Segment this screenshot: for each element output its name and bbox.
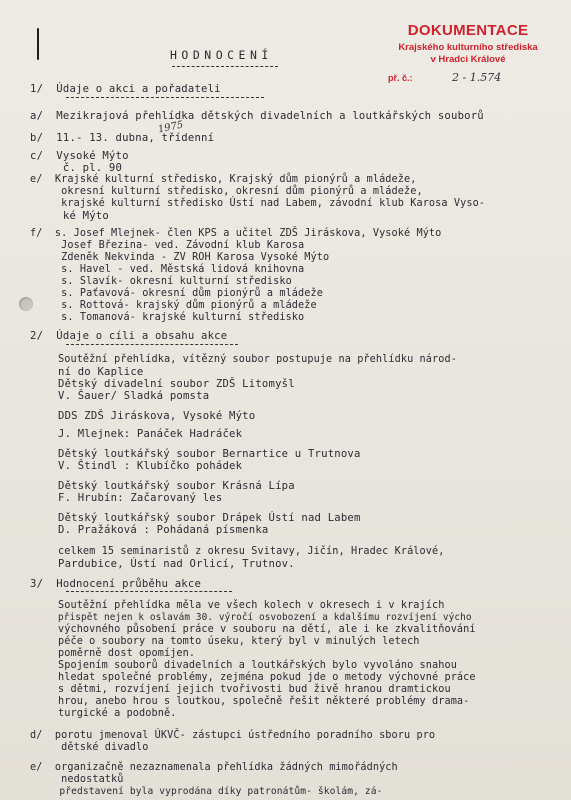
- section-3-line: Soutěžní přehlídka měla ve všech kolech v okresech i v krajích: [58, 600, 445, 611]
- section-3-line: s dětmi, rozvíjení jejich tvořivosti bud živě hranou dramtickou: [58, 684, 451, 695]
- section-1-line: s. Tomanová- krajské kulturní středisko: [30, 312, 305, 323]
- section-2-line: D. Pražáková : Pohádaná písmenka: [58, 524, 269, 536]
- stamp-line-2: v Hradci Králové: [430, 54, 506, 65]
- section-2-line: J. Mlejnek: Panáček Hadráček: [58, 428, 243, 440]
- section-2-line: DDS ZDŠ Jiráskova, Vysoké Mýto: [58, 410, 256, 422]
- section-3-line: poměrně dost opomíjen.: [58, 648, 196, 659]
- section-1-line: a/ Mezikrajová přehlídka dětských divadelních a loutkářských souborů: [30, 110, 484, 122]
- section-3-line: dětské divadlo: [30, 742, 149, 753]
- section-1-line: krajské kulturní středisko Ústí nad Labem, závodní klub Karosa Vyso-: [30, 198, 486, 209]
- section-1-line: č. pl. 90: [30, 162, 123, 174]
- section-3-line: hrou, anebo hrou s loutkou, společně řešit některé problémy drama-: [58, 696, 470, 707]
- section-3-line: představení byla vyprodána díky patronátům- školám, zá-: [30, 786, 383, 797]
- section-1-underline: [66, 97, 264, 98]
- section-2-line: Dětský divadelní soubor ZDŠ Litomyšl: [58, 378, 295, 390]
- section-3-line: nedostatků: [30, 774, 124, 785]
- section-3-line: přispět nejen k oslavám 30. výročí osvobození a kdalšímu rozvíjení výcho: [58, 612, 472, 623]
- section-3-line: e/ organizačně nezaznamenala přehlídka žádných mimořádných: [30, 762, 398, 773]
- section-2-underline: [66, 344, 238, 345]
- section-1-line: f/ s. Josef Mlejnek- člen KPS a učitel ZDŠ Jiráskova, Vysoké Mýto: [30, 228, 442, 239]
- section-3-heading: 3/ Hodnocení průběhu akce: [30, 578, 202, 590]
- section-1-line: Josef Březina- ved. Závodní klub Karosa: [30, 240, 305, 251]
- section-3-line: výchovného působení práce v souboru na dětí, ale i ke zkvalitňování: [58, 624, 476, 635]
- section-2-line: V. Štindl : Klubíčko pohádek: [58, 460, 243, 472]
- section-3-line: Spojením souborů divadelních a loutkářských bylo vyvoláno snahou: [58, 660, 457, 671]
- section-2-line: F. Hrubín: Začarovaný les: [58, 492, 223, 504]
- section-3-line: d/ porotu jmenoval ÚKVČ- zástupci ústředního poradního sboru pro: [30, 730, 436, 741]
- title-underline: [172, 66, 278, 67]
- page-title: HODNOCENÍ: [170, 48, 273, 62]
- section-1-line: e/ Krajské kulturní středisko, Krajský dům pionýrů a mládeže,: [30, 174, 417, 185]
- section-3-line: péče o soubory na tomto úseku, který byl v minulých letech: [58, 636, 420, 647]
- section-3-line: turgické a podobně.: [58, 708, 177, 719]
- section-1-line: s. Paťavová- okresní dům pionýrů a mládeže: [30, 288, 323, 299]
- section-1-line: c/ Vysoké Mýto: [30, 150, 129, 162]
- section-2-line: Dětský loutkářský soubor Krásná Lípa: [58, 480, 295, 492]
- section-1-line: s. Slavík- okresní kulturní středisko: [30, 276, 292, 287]
- section-2-line: Dětský loutkářský soubor Drápek Ústí nad Labem: [58, 512, 361, 524]
- section-2-line: celkem 15 seminaristů z okresu Svitavy, Jičín, Hradec Králové,: [58, 546, 445, 557]
- section-3-line: hledat společné problémy, zejména pokud jde o metody výchovné práce: [58, 672, 476, 683]
- stamp-title: DOKUMENTACE: [407, 22, 529, 39]
- section-2-line: Pardubice, Ústí nad Orlicí, Trutnov.: [58, 558, 295, 570]
- section-1-line: ké Mýto: [30, 210, 109, 222]
- margin-pen-mark: [37, 28, 39, 60]
- section-2-line: Soutěžní přehlídka, vítězný soubor postupuje na přehlídku národ-: [58, 354, 457, 365]
- section-3-underline: [66, 591, 232, 592]
- section-2-line: ní do Kaplice: [58, 366, 144, 378]
- section-1-line: b/ 11.- 13. dubna, třídenní: [30, 132, 215, 144]
- section-1-line: okresní kulturní středisko, okresní dům pionýrů a mládeže,: [30, 186, 423, 197]
- section-2-line: Dětský loutkářský soubor Bernartice u Trutnova: [58, 448, 361, 460]
- section-1-line: s. Havel - ved. Městská lidová knihovna: [30, 264, 305, 275]
- stamp-line-1: Krajského kulturního střediska: [398, 42, 538, 53]
- section-1-heading: 1/ Údaje o akci a pořadateli: [30, 83, 221, 95]
- stamp-number-handwritten: 2 - 1.574: [452, 71, 502, 84]
- stamp-number-label: př. č.:: [388, 73, 413, 83]
- section-2-heading: 2/ Údaje o cíli a obsahu akce: [30, 330, 228, 342]
- handwritten-year: 1975: [157, 119, 185, 136]
- section-1-line: s. Rottová- krajský dům pionýrů a mládeže: [30, 300, 317, 311]
- section-2-line: V. Šauer/ Sladká pomsta: [58, 390, 210, 402]
- section-1-line: Zdeněk Nekvinda - ZV ROH Karosa Vysoké Mýto: [30, 252, 330, 263]
